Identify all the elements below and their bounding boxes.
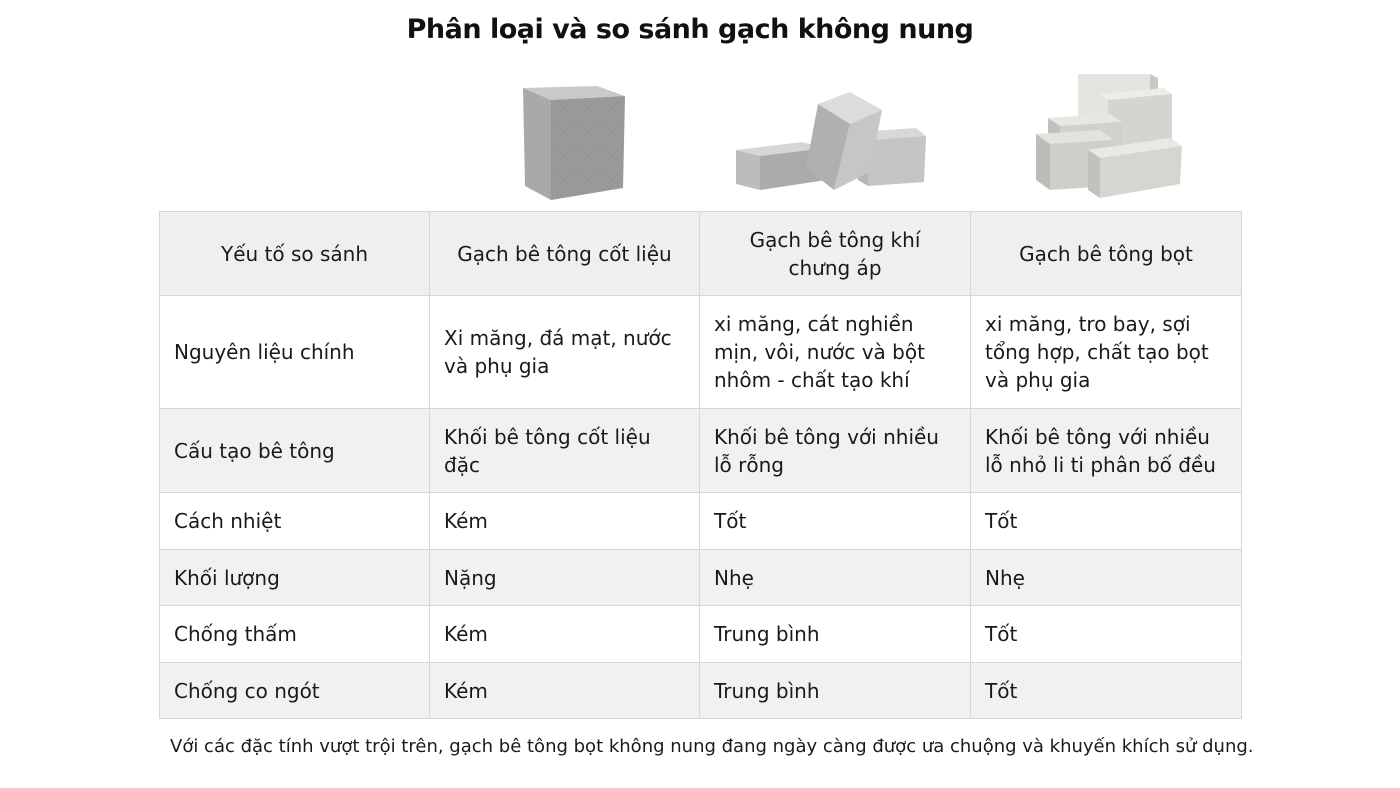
table-cell: Nặng: [430, 550, 700, 606]
table-row: [160, 409, 1242, 493]
table-cell: Xi măng, đá mạt, nước và phụ gia: [430, 296, 700, 409]
row-label: Khối lượng: [160, 550, 430, 606]
row-label: Cấu tạo bê tông: [160, 409, 430, 493]
table-row: [160, 296, 1242, 409]
row-label: Chống co ngót: [160, 663, 430, 719]
foam-block-stack-image: [1030, 72, 1190, 200]
page-title: Phân loại và so sánh gạch không nung: [406, 14, 974, 45]
table-row: [160, 493, 1242, 550]
table-cell: Nhẹ: [971, 550, 1242, 606]
table-cell: Khối bê tông với nhiều lỗ rỗng: [700, 409, 971, 493]
table-cell: Trung bình: [700, 663, 971, 719]
aac-block-stack-image: [730, 90, 930, 194]
table-cell: Kém: [430, 606, 700, 663]
table-cell: Khối bê tông cốt liệu đặc: [430, 409, 700, 493]
table-row: [160, 550, 1242, 606]
table-row: [160, 663, 1242, 719]
table-cell: xi măng, tro bay, sợi tổng hợp, chất tạo bọt và phụ gia: [971, 296, 1242, 409]
table-cell: Tốt: [971, 663, 1242, 719]
table-cell: Kém: [430, 493, 700, 550]
table-cell: xi măng, cát nghiền mịn, vôi, nước và bột nhôm - chất tạo khí: [700, 296, 971, 409]
row-label: Cách nhiệt: [160, 493, 430, 550]
table-cell: Khối bê tông với nhiều lỗ nhỏ li ti phân bố đều: [971, 409, 1242, 493]
table-header-row: [160, 212, 1242, 296]
single-concrete-block-image: [515, 82, 630, 204]
row-label: Chống thấm: [160, 606, 430, 663]
header-cell: Yếu tố so sánh: [160, 212, 430, 296]
header-cell: Gạch bê tông bọt: [971, 212, 1242, 296]
table-row: [160, 606, 1242, 663]
table-cell: Tốt: [971, 493, 1242, 550]
header-cell: Gạch bê tông cốt liệu: [430, 212, 700, 296]
table-cell: Tốt: [971, 606, 1242, 663]
row-label: Nguyên liệu chính: [160, 296, 430, 409]
table-cell: Kém: [430, 663, 700, 719]
table-cell: Tốt: [700, 493, 971, 550]
table-cell: Trung bình: [700, 606, 971, 663]
comparison-table: [159, 211, 1242, 719]
footnote-text: Với các đặc tính vượt trội trên, gạch bê tông bọt không nung đang ngày càng được ưa chuộng và khuyến khích sử dụng.: [170, 736, 1254, 757]
header-cell: Gạch bê tông khí chưng áp: [700, 212, 971, 296]
table-cell: Nhẹ: [700, 550, 971, 606]
